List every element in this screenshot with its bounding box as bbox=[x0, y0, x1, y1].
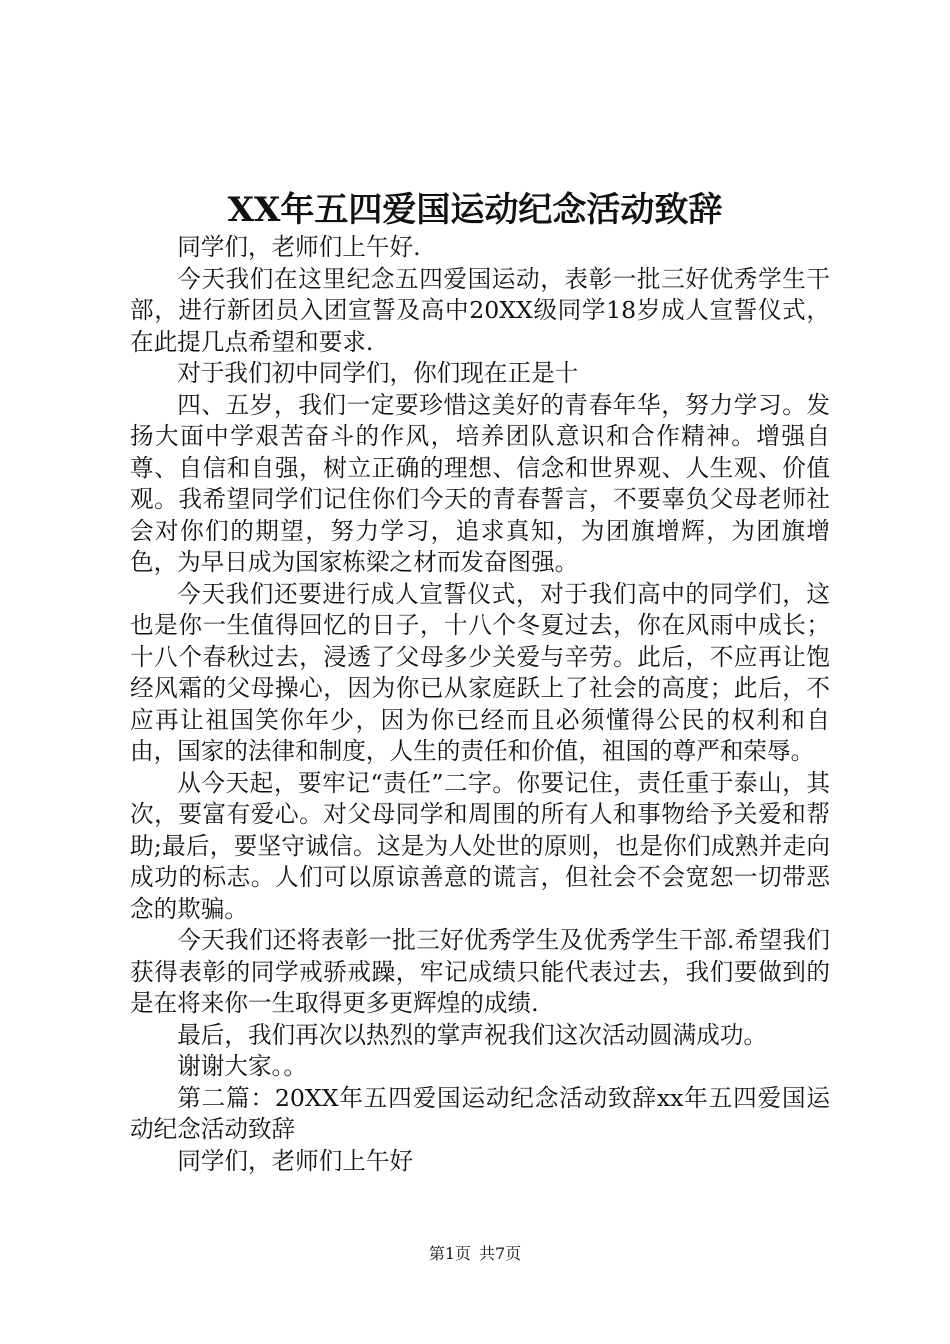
paragraph-closing: 最后，我们再次以热烈的掌声祝我们这次活动圆满成功。 bbox=[177, 1020, 768, 1049]
paragraph-junior-students: 对于我们初中同学们，你们现在正是十 bbox=[177, 359, 579, 387]
paragraph-responsibility: 从今天起，要牢记“责任”二字。你要记住，责任重于泰山，其次，要富有爱心。对父母同学和周围的所有人和事物给予关爱和帮助;最后，要坚守诚信。这是为人处世的原则，也是你们成熟并走向成功的标志。人们可以原谅善意的谎言，但社会不会宽恕一切带恶念的欺骗。 bbox=[130, 768, 830, 923]
paragraph-greeting: 同学们，老师们上午好. bbox=[177, 233, 421, 261]
paragraph-thanks: 谢谢大家。。 bbox=[177, 1052, 307, 1080]
paragraph-second-article-heading: 第二篇：20XX年五四爱国运动纪念活动致辞xx年五四爱国运动纪念活动致辞 bbox=[130, 1083, 830, 1143]
paragraph-introduction: 今天我们在这里纪念五四爱国运动，表彰一批三好优秀学生干部，进行新团员入团宣誓及高中20XX级同学18岁成人宣誓仪式，在此提几点希望和要求. bbox=[130, 264, 830, 356]
paragraph-coming-of-age: 今天我们还要进行成人宣誓仪式，对于我们高中的同学们，这也是你一生值得回忆的日子，十八个冬夏过去，你在风雨中成长；十八个春秋过去，浸透了父母多少关爱与辛劳。此后，不应再让饱经风霜的父母操心，因为你已从家庭跃上了社会的高度；此后，不应再让祖国笑你年少，因为你已经而且必须懂得公民的权利和自由，国家的法律和制度，人生的责任和价值，祖国的尊严和荣辱。 bbox=[130, 579, 830, 765]
document-title: XX年五四爱国运动纪念活动致辞 bbox=[227, 190, 723, 230]
page-number: 第1页 bbox=[428, 1244, 471, 1263]
paragraph-second-greeting: 同学们，老师们上午好 bbox=[177, 1146, 414, 1175]
paragraph-cherish-youth: 四、五岁，我们一定要珍惜这美好的青春年华，努力学习。发扬大面中学艰苦奋斗的作风，培养团队意识和合作精神。增强自尊、自信和自强，树立正确的理想、信念和世界观、人生观、价值观。我希望同学们记住你们今天的青春誓言，不要辜负父母老师社会对你们的期望，努力学习，追求真知，为团旗增辉，为团旗增色，为早日成为国家栋梁之材而发奋图强。 bbox=[130, 390, 830, 576]
paragraph-commendation: 今天我们还将表彰一批三好优秀学生及优秀学生干部.希望我们获得表彰的同学戒骄戒躁，牢记成绩只能代表过去，我们要做到的是在将来你一生取得更多更辉煌的成绩. bbox=[130, 926, 830, 1017]
page-footer bbox=[0, 1243, 950, 1265]
document-body bbox=[130, 232, 830, 1177]
page-total: 共7页 bbox=[479, 1244, 522, 1263]
